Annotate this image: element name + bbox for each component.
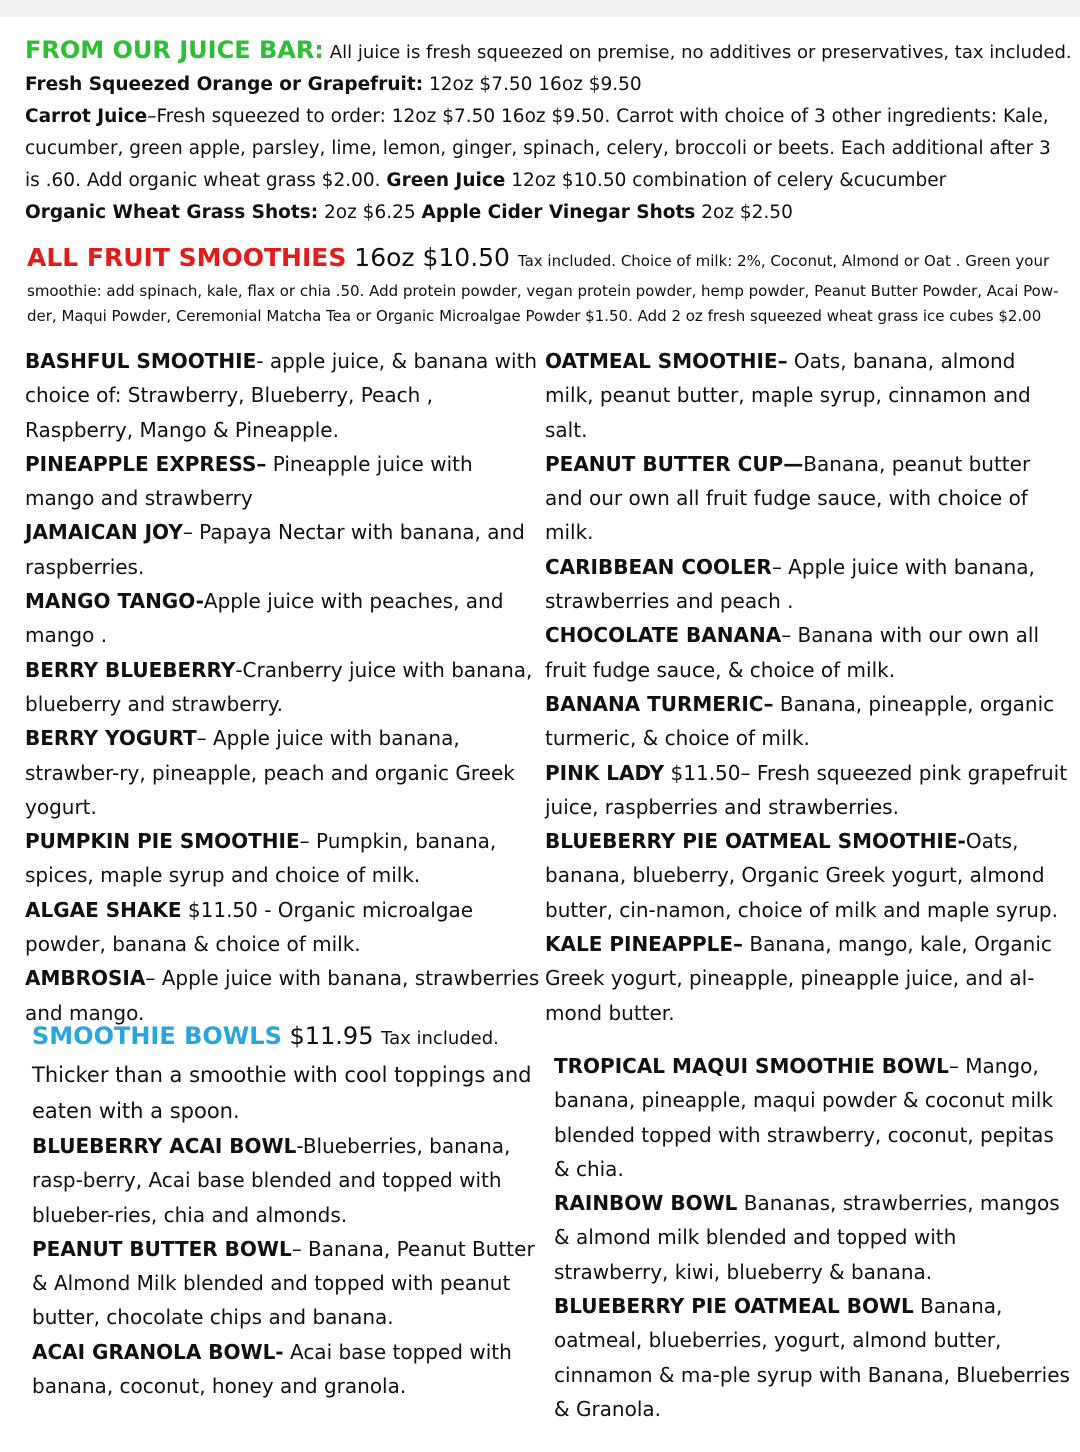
juice-bar-intro: All juice is fresh squeezed on premise, no additives or preservatives, tax included. bbox=[329, 42, 1072, 63]
smoothie-bowls-price: $11.95 bbox=[281, 1022, 382, 1050]
carrot-juice-line-2: cucumber, green apple, parsley, lime, lemon, ginger, spinach, celery, broccoli or beets. Each additional after 3 bbox=[25, 138, 1051, 159]
juice-bar-title: FROM OUR JUICE BAR: bbox=[25, 36, 324, 64]
menu-item-desc: $11.50– Fresh squeezed pink grapefruit juice, raspberries and strawberries. bbox=[545, 760, 1068, 819]
menu-item bbox=[545, 344, 1070, 447]
menu-item-name: BANANA TURMERIC– bbox=[545, 691, 774, 716]
menu-item bbox=[32, 1335, 542, 1404]
menu-item-name: CARIBBEAN COOLER bbox=[545, 554, 772, 579]
menu-item-name: JAMAICAN JOY bbox=[25, 520, 183, 545]
smoothie-bowls-tax: Tax included. bbox=[381, 1028, 499, 1049]
menu-item-name: BLUEBERRY PIE OATMEAL SMOOTHIE- bbox=[545, 829, 966, 854]
menu-item-desc: - apple juice, & banana with choice of: Strawberry, Blueberry, Peach , Raspberry, Mango & Pineapple. bbox=[25, 349, 538, 442]
menu-item bbox=[554, 1049, 1070, 1186]
menu-item-desc: Banana, oatmeal, blueberries, yogurt, almond butter, cinnamon & ma-ple syrup with Banana, Blueberries & Granola. bbox=[554, 1294, 1070, 1421]
fruit-note-line-2: der, Maqui Powder, Ceremonial Matcha Tea or Organic Microalgae Powder $1.50. Add 2 oz fresh squeezed wheat grass ice cubes $2.00 bbox=[27, 307, 1042, 325]
menu-item-name: CHOCOLATE BANANA bbox=[545, 623, 782, 648]
menu-item bbox=[554, 1289, 1070, 1426]
fruit-smoothies-title: ALL FRUIT SMOOTHIES bbox=[27, 243, 347, 272]
orange-juice-prices: 12oz $7.50 16oz $9.50 bbox=[428, 74, 642, 95]
smoothie-bowls-title: SMOOTHIE BOWLS bbox=[32, 1022, 282, 1050]
menu-item-desc: – Mango, banana, pineapple, maqui powder & coconut milk blended topped with strawberry, coconut, pepitas & chia. bbox=[554, 1054, 1054, 1181]
wheat-grass-name: Organic Wheat Grass Shots: bbox=[25, 202, 319, 223]
menu-item bbox=[25, 721, 540, 824]
menu-item bbox=[545, 824, 1070, 927]
menu-item-desc: $11.50 - Organic microalgae powder, banana & choice of milk. bbox=[25, 897, 474, 957]
shots-line bbox=[25, 197, 1070, 229]
menu-item bbox=[32, 1129, 542, 1232]
menu-item bbox=[25, 515, 540, 584]
menu-item bbox=[25, 653, 540, 722]
carrot-juice-name: Carrot Juice bbox=[25, 106, 148, 127]
carrot-juice-line-3 bbox=[25, 165, 1070, 197]
menu-item-desc: Pineapple juice with mango and strawberry bbox=[25, 451, 473, 511]
menu-item bbox=[545, 447, 1070, 550]
menu-item-desc: – Banana with our own all fruit fudge sauce, & choice of milk. bbox=[545, 623, 1040, 682]
menu-item-name: OATMEAL SMOOTHIE– bbox=[545, 349, 788, 373]
wheat-grass-price: 2oz $6.25 bbox=[318, 202, 422, 223]
menu-item bbox=[545, 756, 1070, 825]
smoothie-bowls-header bbox=[32, 1018, 542, 1057]
menu-item-desc: Acai base topped with banana, coconut, honey and granola. bbox=[32, 1339, 512, 1399]
menu-item-desc: – Banana, Peanut Butter & Almond Milk blended and topped with peanut butter, chocolate chips and banana. bbox=[32, 1236, 535, 1330]
acv-price: 2oz $2.50 bbox=[695, 202, 793, 223]
juice-bar-header bbox=[25, 34, 1070, 69]
menu-item bbox=[25, 824, 540, 893]
menu-item bbox=[545, 618, 1070, 687]
green-juice-desc: 12oz $10.50 combination of celery &cucumber bbox=[505, 170, 947, 191]
menu-item-name: BERRY YOGURT bbox=[25, 726, 197, 751]
menu-item-name: PINEAPPLE EXPRESS– bbox=[25, 451, 267, 476]
menu-item-desc: – Pumpkin, banana, spices, maple syrup and choice of milk. bbox=[25, 829, 497, 888]
menu-item bbox=[545, 927, 1070, 1030]
menu-item-desc: – Papaya Nectar with banana, and raspberries. bbox=[25, 520, 525, 579]
smoothie-bowls-right-column bbox=[554, 1049, 1070, 1426]
menu-item-desc: -Cranberry juice with banana, blueberry and strawberry. bbox=[25, 657, 533, 716]
menu-item-desc: – Apple juice with banana, strawber-ry, pineapple, peach and organic Greek yogurt. bbox=[25, 726, 515, 819]
menu-item-name: BLUEBERRY PIE OATMEAL BOWL bbox=[554, 1294, 914, 1319]
menu-item-name: BASHFUL SMOOTHIE bbox=[25, 349, 257, 373]
menu-item-name: KALE PINEAPPLE– bbox=[545, 932, 744, 957]
juice-bar-section bbox=[25, 34, 1070, 229]
smoothie-bowls-left-column bbox=[32, 1018, 542, 1403]
menu-item-desc: – Apple juice with banana, strawberries and peach . bbox=[545, 554, 1035, 614]
top-border bbox=[0, 0, 1080, 17]
menu-item-name: PUMPKIN PIE SMOOTHIE bbox=[25, 829, 300, 854]
menu-item-desc: Banana, peanut butter and our own all fruit fudge sauce, with choice of milk. bbox=[545, 451, 1031, 545]
menu-item-desc: Oats, banana, blueberry, Organic Greek yogurt, almond butter, cin-namon, choice of milk and maple syrup. bbox=[545, 829, 1058, 922]
menu-item-name: PEANUT BUTTER BOWL bbox=[32, 1236, 292, 1261]
menu-item-desc: Bananas, strawberries, mangos & almond milk blended and topped with strawberry, kiwi, blueberry & banana. bbox=[554, 1191, 1060, 1284]
menu-item bbox=[25, 344, 540, 447]
menu-item bbox=[32, 1232, 542, 1335]
fruit-smoothies-right-column bbox=[545, 344, 1070, 1030]
menu-item bbox=[545, 687, 1070, 756]
menu-item-name: ALGAE SHAKE bbox=[25, 897, 182, 922]
menu-item-name: PEANUT BUTTER CUP— bbox=[545, 451, 804, 476]
menu-item-desc: Oats, banana, almond milk, peanut butter, maple syrup, cinnamon and salt. bbox=[545, 349, 1031, 442]
green-juice-name: Green Juice bbox=[386, 170, 506, 191]
menu-item-name: RAINBOW BOWL bbox=[554, 1191, 738, 1216]
menu-item-desc: – Apple juice with banana, strawberries and mango. bbox=[25, 966, 540, 1025]
menu-item-desc: Banana, mango, kale, Organic Greek yogurt, pineapple, pineapple juice, and al-mond butter. bbox=[545, 932, 1052, 1025]
menu-item bbox=[554, 1186, 1070, 1289]
acv-name: Apple Cider Vinegar Shots bbox=[421, 202, 696, 223]
menu-item-name: MANGO TANGO- bbox=[25, 589, 204, 614]
menu-item-name: BLUEBERRY ACAI BOWL bbox=[32, 1134, 297, 1158]
menu-item-desc: Apple juice with peaches, and mango . bbox=[25, 589, 504, 648]
menu-item bbox=[545, 550, 1070, 619]
carrot-juice-desc-1: –Fresh squeezed to order: 12oz $7.50 16oz $9.50. Carrot with choice of 3 other ingredients: Kale, bbox=[147, 106, 1049, 127]
fruit-smoothies-intro: Tax included. Choice of milk: 2%, Coconut, Almond or Oat . Green your bbox=[517, 252, 1050, 270]
menu-item-name: ACAI GRANOLA BOWL- bbox=[32, 1339, 284, 1364]
menu-item-desc: -Blueberries, banana, rasp-berry, Acai base blended and topped with blueber-ries, chia and almonds. bbox=[32, 1134, 511, 1227]
menu-item-name: AMBROSIA bbox=[25, 966, 146, 991]
fruit-note-line-1: smoothie: add spinach, kale, flax or chia .50. Add protein powder, vegan protein powder, hemp powder, Peanut Butter Powder, Acai Pow- bbox=[27, 282, 1059, 300]
orange-juice-line bbox=[25, 69, 1070, 101]
menu-item bbox=[25, 447, 540, 516]
carrot-juice-desc-3: is .60. Add organic wheat grass $2.00. bbox=[25, 170, 387, 191]
menu-item bbox=[25, 584, 540, 653]
smoothie-bowls-intro: Thicker than a smoothie with cool toppings and eaten with a spoon. bbox=[32, 1063, 532, 1123]
carrot-juice-line-1 bbox=[25, 101, 1070, 133]
menu-item-desc: Banana, pineapple, organic turmeric, & choice of milk. bbox=[545, 691, 1055, 751]
fruit-smoothies-section bbox=[27, 240, 1057, 329]
fruit-smoothies-note bbox=[27, 279, 1057, 329]
menu-item bbox=[25, 893, 540, 962]
orange-juice-name: Fresh Squeezed Orange or Grapefruit: bbox=[25, 74, 424, 95]
fruit-smoothies-left-column bbox=[25, 344, 540, 1030]
fruit-smoothies-price: 16oz $10.50 bbox=[346, 243, 518, 272]
fruit-smoothies-header bbox=[27, 240, 1057, 279]
menu-item-name: BERRY BLUEBERRY bbox=[25, 657, 236, 682]
menu-item-name: PINK LADY bbox=[545, 760, 665, 785]
menu-item-name: TROPICAL MAQUI SMOOTHIE BOWL bbox=[554, 1054, 949, 1078]
